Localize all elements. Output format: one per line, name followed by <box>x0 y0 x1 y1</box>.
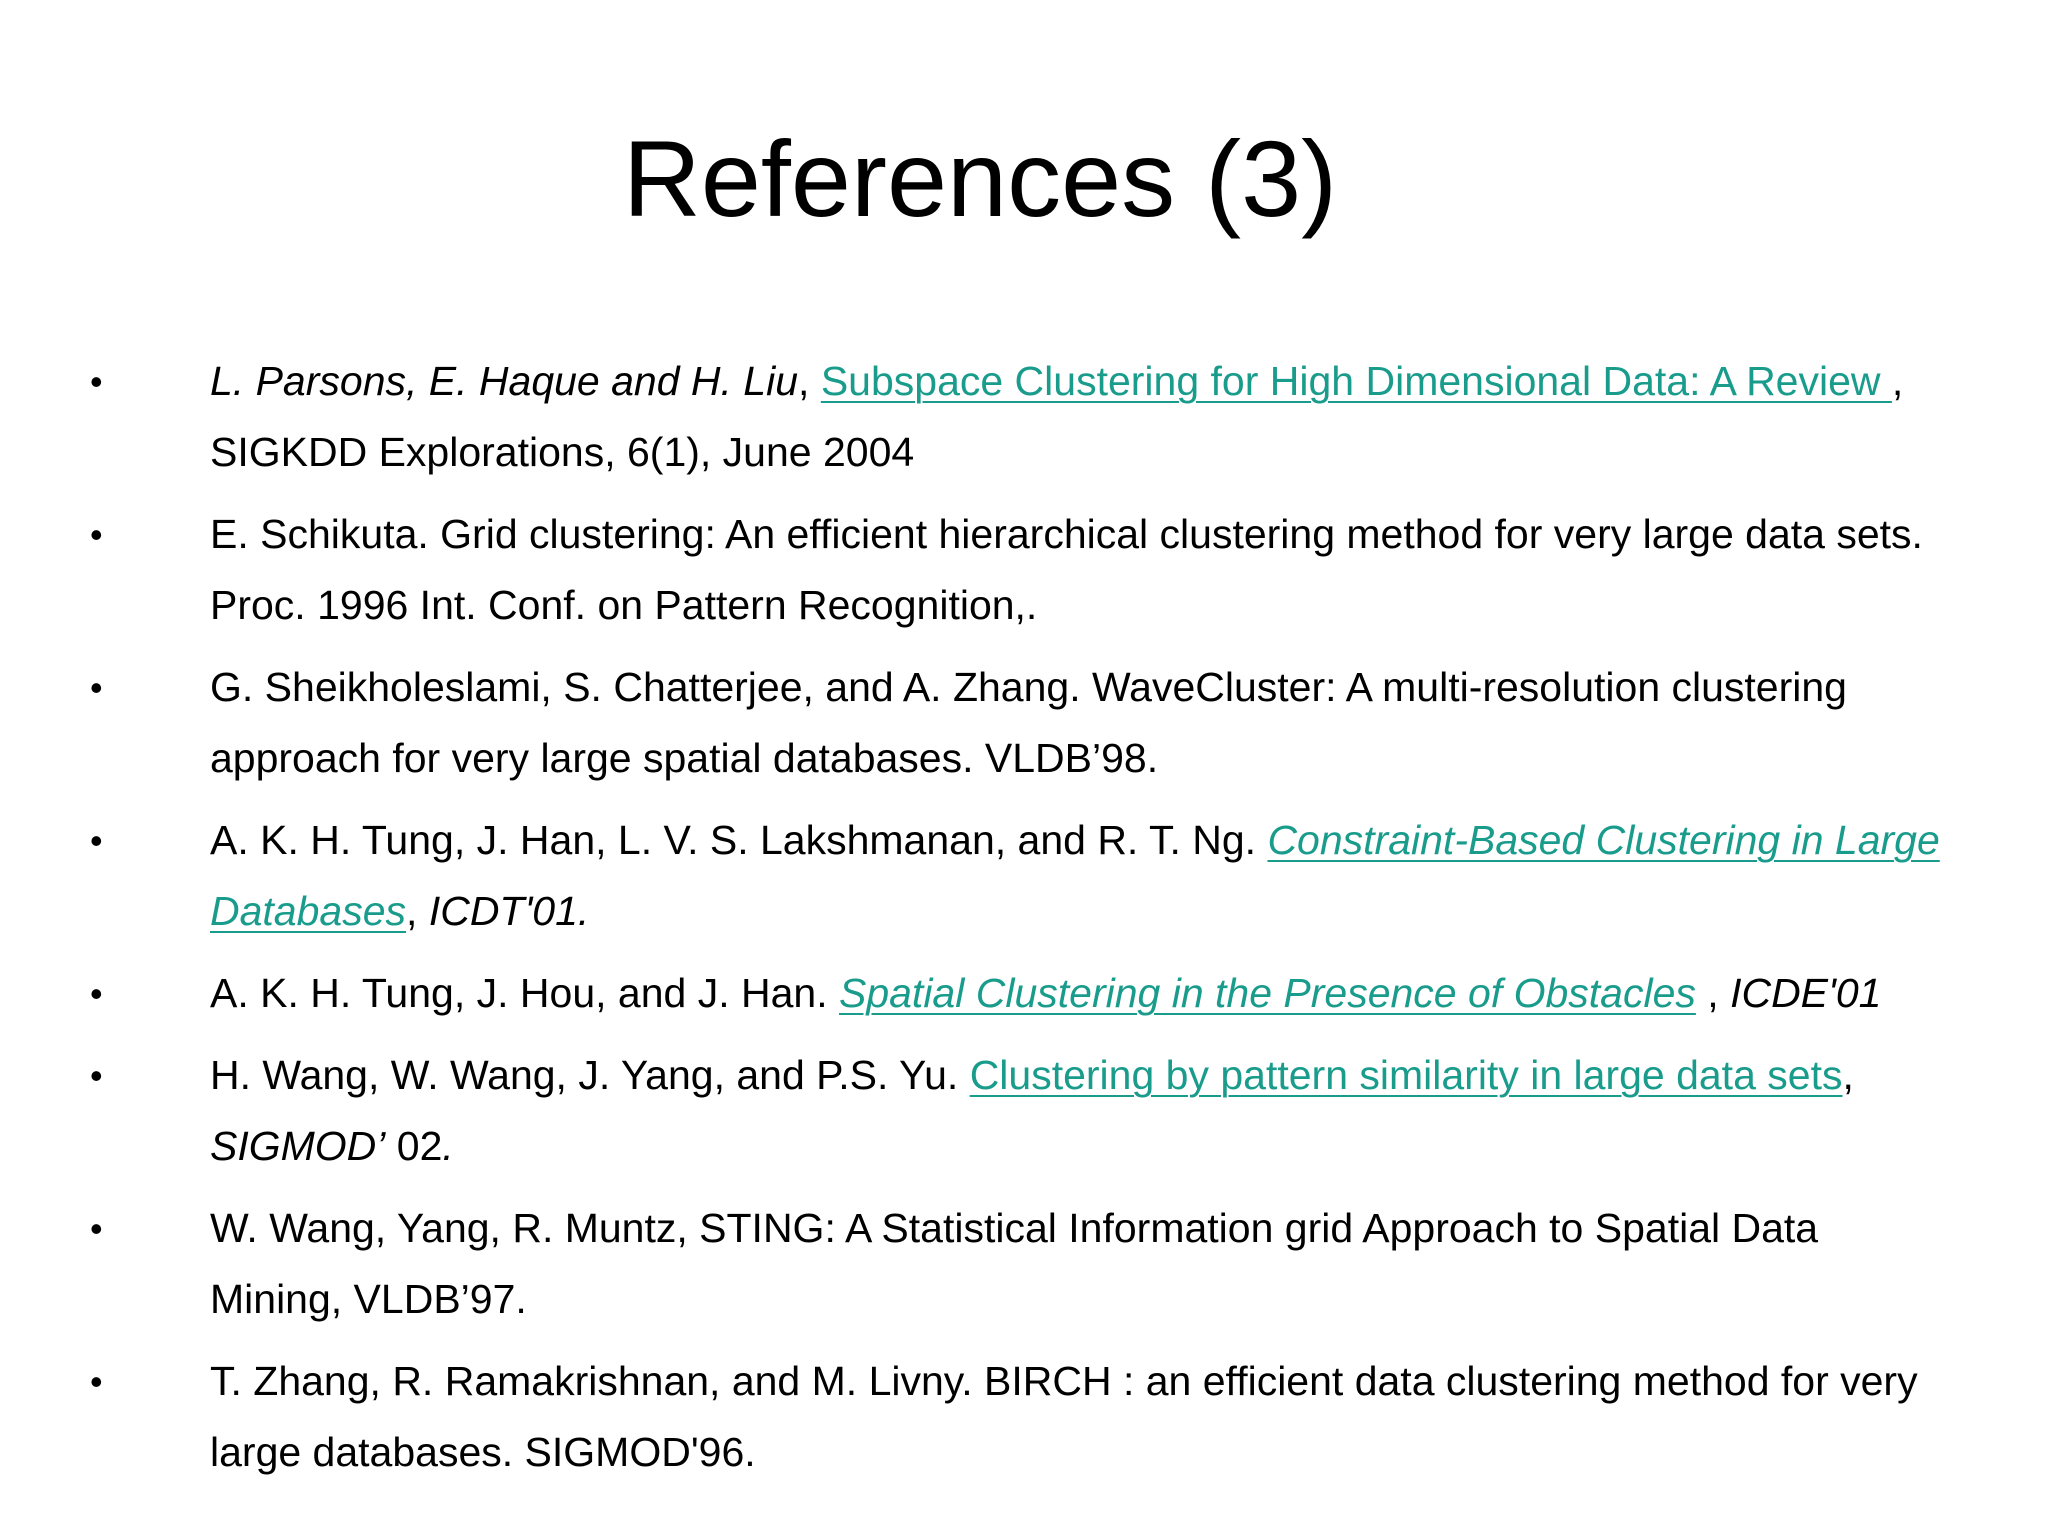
reference-item-6 <box>0 1040 1950 1182</box>
reference-link[interactable]: Subspace Clustering for High Dimensional Data: A Review <box>820 358 1892 404</box>
bullet-icon: • <box>90 1361 103 1402</box>
bullet-icon: • <box>90 1208 103 1249</box>
reference-authors: H. Wang, W. Wang, J. Yang, and P.S. Yu. <box>210 1052 970 1098</box>
reference-item-2 <box>0 499 1950 641</box>
reference-separator: , <box>1695 970 1731 1016</box>
reference-text: E. Schikuta. Grid clustering: An efficient hierarchical clustering method for very large data sets. Proc. 1996 Int. Conf. on Pattern Recognition,. <box>210 511 1923 628</box>
reference-link[interactable]: Spatial Clustering in the Presence of Obstacles <box>838 970 1696 1016</box>
reference-authors: A. K. H. Tung, J. Hou, and J. Han. <box>210 970 839 1016</box>
bullet-icon: • <box>90 1055 103 1096</box>
reference-separator: , <box>798 358 821 404</box>
reference-venue: SIGMOD’ <box>210 1123 386 1169</box>
reference-venue: ICDT'01. <box>428 888 590 934</box>
reference-text: T. Zhang, R. Ramakrishnan, and M. Livny. BIRCH : an efficient data clustering method for very large databases. SIGMOD'96. <box>210 1358 1918 1475</box>
reference-link[interactable]: Clustering by pattern similarity in large data sets <box>969 1052 1843 1098</box>
reference-item-4 <box>0 805 1950 947</box>
reference-text: W. Wang, Yang, R. Muntz, STING: A Statistical Information grid Approach to Spatial Data Mining, VLDB’97. <box>210 1205 1819 1322</box>
bullet-icon: • <box>90 667 103 708</box>
reference-item-7 <box>0 1193 1950 1335</box>
reference-text: G. Sheikholeslami, S. Chatterjee, and A. Zhang. WaveCluster: A multi-resolution clustering approach for very large spatial databases. VLDB’98. <box>210 664 1847 781</box>
reference-venue: ICDE'01 <box>1730 970 1882 1016</box>
reference-authors: L. Parsons, E. Haque and H. Liu <box>210 358 799 404</box>
reference-separator: , <box>1842 1052 1854 1098</box>
reference-year: 02 <box>385 1123 443 1169</box>
bullet-icon: • <box>90 973 103 1014</box>
reference-list <box>0 346 2048 1499</box>
bullet-icon: • <box>90 820 103 861</box>
reference-item-8 <box>0 1346 1950 1488</box>
reference-authors: A. K. H. Tung, J. Han, L. V. S. Lakshmanan, and R. T. Ng. <box>210 817 1268 863</box>
slide-title: References (3) <box>622 118 1338 239</box>
reference-item-5 <box>0 958 1950 1029</box>
reference-item-3 <box>0 652 1950 794</box>
reference-venue: , SIGKDD Explorations, 6(1), June 2004 <box>210 358 1904 475</box>
bullet-icon: • <box>90 514 103 555</box>
reference-separator: , <box>406 888 429 934</box>
reference-item-1 <box>0 346 1950 488</box>
bullet-icon: • <box>90 361 103 402</box>
reference-end: . <box>442 1123 454 1169</box>
reference-link[interactable]: Constraint-Based Clustering in Large Databases <box>210 817 1940 934</box>
